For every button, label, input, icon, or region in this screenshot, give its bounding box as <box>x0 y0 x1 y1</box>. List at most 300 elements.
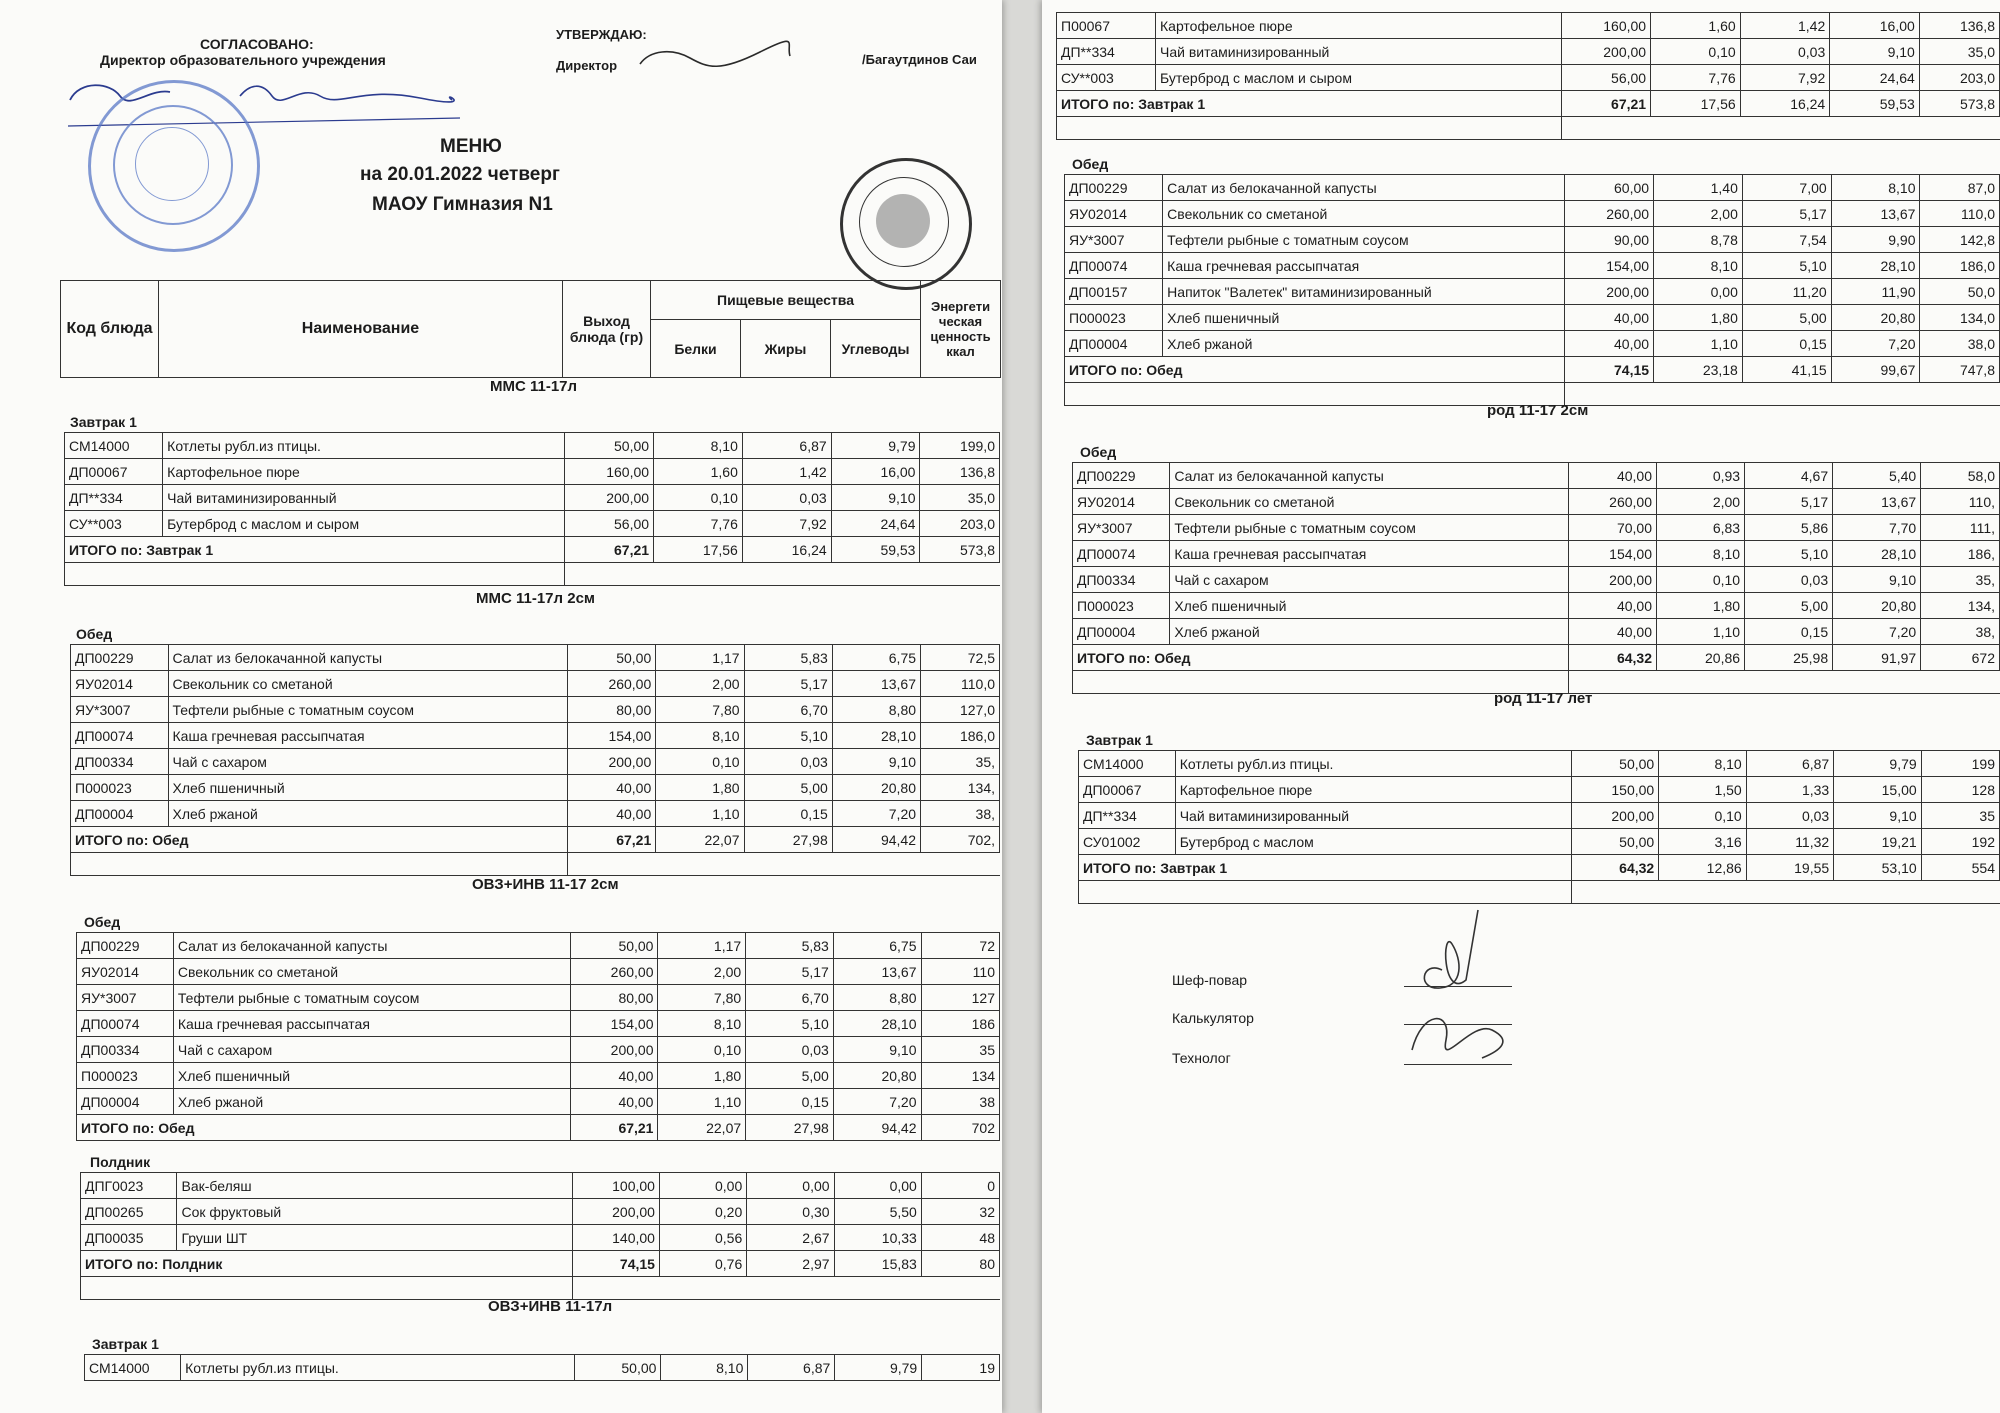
dish-output: 40,00 <box>1568 463 1656 489</box>
dish-protein: 0,00 <box>1654 279 1743 305</box>
dish-name: Бутерброд с маслом и сыром <box>1156 65 1562 91</box>
dish-fat: 5,10 <box>1745 541 1833 567</box>
dish-protein: 1,10 <box>1657 619 1745 645</box>
dish-name: Котлеты рубл.из птицы. <box>1175 751 1571 777</box>
dish-code: ДП00067 <box>1079 777 1176 803</box>
col-carbs: Углеводы <box>831 320 921 378</box>
dish-code: ДП00334 <box>1073 567 1170 593</box>
dish-code: ЯУ*3007 <box>1073 515 1170 541</box>
table-row <box>77 1037 1000 1063</box>
table-row <box>1073 593 2000 619</box>
dish-energy: 38, <box>1921 619 2000 645</box>
dish-carbs: 7,20 <box>1833 619 1921 645</box>
dish-name: Свекольник со сметаной <box>168 671 567 697</box>
dish-name: Картофельное пюре <box>1175 777 1571 803</box>
table-row <box>81 1199 1000 1225</box>
dish-carbs: 13,67 <box>1831 201 1920 227</box>
dish-fat: 0,03 <box>742 485 831 511</box>
dish-protein: 8,10 <box>656 723 744 749</box>
dish-fat: 5,00 <box>1742 305 1831 331</box>
total-protein: 17,56 <box>654 537 743 563</box>
dish-fat: 0,03 <box>1740 39 1830 65</box>
dish-energy: 127 <box>921 985 1000 1011</box>
dish-energy: 186, <box>1921 541 2000 567</box>
table-row <box>1065 305 2000 331</box>
dish-output: 40,00 <box>1565 331 1654 357</box>
dish-energy: 38 <box>921 1089 1000 1115</box>
dish-energy: 72,5 <box>921 645 1000 671</box>
total-row <box>77 1115 1000 1141</box>
dish-name: Хлеб ржаной <box>168 801 567 827</box>
total-energy: 702 <box>921 1115 1000 1141</box>
dish-name: Чай витаминизированный <box>163 485 565 511</box>
table-row <box>77 1089 1000 1115</box>
blank-row <box>65 563 1000 586</box>
dish-carbs: 6,75 <box>832 645 920 671</box>
dish-output: 50,00 <box>568 645 656 671</box>
dish-protein: 0,10 <box>656 749 744 775</box>
dish-output: 50,00 <box>570 933 658 959</box>
meal-title: Полдник <box>90 1154 151 1170</box>
dish-code: ЯУ*3007 <box>71 697 169 723</box>
dish-code: ДП00004 <box>1065 331 1163 357</box>
dish-fat: 6,87 <box>748 1355 835 1381</box>
dish-code: ЯУ02014 <box>77 959 174 985</box>
total-protein: 23,18 <box>1654 357 1743 383</box>
dish-energy: 199 <box>1921 751 1999 777</box>
dish-carbs: 7,20 <box>833 1089 921 1115</box>
dish-output: 60,00 <box>1565 175 1654 201</box>
total-carbs: 94,42 <box>833 1115 921 1141</box>
dish-protein: 1,80 <box>658 1063 746 1089</box>
menu-table <box>70 644 1000 876</box>
total-label: ИТОГО по: Завтрак 1 <box>65 537 565 563</box>
dish-fat: 0,15 <box>746 1089 834 1115</box>
dish-carbs: 28,10 <box>1831 253 1920 279</box>
dish-fat: 1,42 <box>1740 13 1830 39</box>
table-row <box>65 485 1000 511</box>
signature-marks <box>1382 900 1542 1080</box>
section-title: ММС 11-17л <box>490 378 578 395</box>
col-energy: Энергети ческая ценность ккал <box>921 281 1001 378</box>
dish-fat: 11,20 <box>1742 279 1831 305</box>
dish-carbs: 9,79 <box>1834 751 1921 777</box>
dish-fat: 11,32 <box>1746 829 1833 855</box>
dish-output: 56,00 <box>565 511 654 537</box>
total-output: 67,21 <box>568 827 656 853</box>
menu-table <box>76 932 1000 1141</box>
table-row <box>77 933 1000 959</box>
menu-table <box>1078 750 2000 904</box>
total-fat: 16,24 <box>742 537 831 563</box>
dish-energy: 186,0 <box>921 723 1000 749</box>
school-name: МАОУ Гимназия N1 <box>372 194 553 215</box>
official-seal <box>840 158 972 290</box>
dish-protein: 1,60 <box>1651 13 1741 39</box>
dish-protein: 0,93 <box>1657 463 1745 489</box>
dish-output: 150,00 <box>1571 777 1658 803</box>
col-name: Наименование <box>159 281 563 378</box>
menu-table <box>80 1172 1000 1300</box>
total-row <box>65 537 1000 563</box>
dish-name: Салат из белокачанной капусты <box>1170 463 1569 489</box>
dish-carbs: 20,80 <box>1831 305 1920 331</box>
meal-title: Обед <box>84 914 121 930</box>
dish-carbs: 9,10 <box>832 749 920 775</box>
dish-protein: 2,00 <box>1657 489 1745 515</box>
total-fat: 2,97 <box>747 1251 834 1277</box>
table-row <box>71 697 1000 723</box>
dish-protein: 0,56 <box>659 1225 746 1251</box>
dish-carbs: 9,10 <box>831 485 920 511</box>
dish-output: 154,00 <box>1568 541 1656 567</box>
total-label: ИТОГО по: Полдник <box>81 1251 573 1277</box>
dish-energy: 134, <box>1921 593 2000 619</box>
total-protein: 0,76 <box>659 1251 746 1277</box>
dish-name: Хлеб пшеничный <box>173 1063 570 1089</box>
section-title: ОВЗ+ИНВ 11-17 2см <box>472 876 619 893</box>
dish-carbs: 28,10 <box>1833 541 1921 567</box>
table-row <box>1073 489 2000 515</box>
dish-code: ДП**334 <box>1079 803 1176 829</box>
menu-table <box>64 432 1000 586</box>
dish-fat: 5,10 <box>744 723 832 749</box>
total-fat: 27,98 <box>744 827 832 853</box>
dish-name: Салат из белокачанной капусты <box>173 933 570 959</box>
dish-carbs: 28,10 <box>833 1011 921 1037</box>
dish-energy: 111, <box>1921 515 2000 541</box>
menu-page-right <box>1042 0 2000 1413</box>
total-carbs: 94,42 <box>832 827 920 853</box>
meal-title: Обед <box>1080 444 1117 460</box>
dish-code: ДП00074 <box>71 723 169 749</box>
meal-title: Обед <box>76 626 113 642</box>
dish-output: 260,00 <box>570 959 658 985</box>
dish-output: 200,00 <box>1571 803 1658 829</box>
dish-protein: 1,50 <box>1659 777 1746 803</box>
menu-table <box>1064 174 2000 406</box>
table-row <box>1065 227 2000 253</box>
dish-energy: 203,0 <box>920 511 1000 537</box>
dish-output: 200,00 <box>572 1199 659 1225</box>
dish-fat: 5,83 <box>746 933 834 959</box>
table-row <box>71 723 1000 749</box>
dish-name: Каша гречневая рассыпчатая <box>173 1011 570 1037</box>
dish-fat: 6,70 <box>746 985 834 1011</box>
section-title: род 11-17 2см <box>1487 402 1589 419</box>
dish-fat: 1,42 <box>742 459 831 485</box>
dish-carbs: 9,10 <box>833 1037 921 1063</box>
dish-code: П000023 <box>77 1063 174 1089</box>
dish-fat: 0,30 <box>747 1199 834 1225</box>
sign-chef: Шеф-повар <box>1172 972 1248 988</box>
dish-code: ЯУ02014 <box>1073 489 1170 515</box>
dish-name: Хлеб пшеничный <box>1170 593 1569 619</box>
dish-protein: 7,80 <box>656 697 744 723</box>
dish-name: Хлеб пшеничный <box>1163 305 1565 331</box>
dish-protein: 7,76 <box>1651 65 1741 91</box>
dish-output: 200,00 <box>568 749 656 775</box>
dish-carbs: 7,20 <box>832 801 920 827</box>
table-row <box>65 433 1000 459</box>
dish-name: Салат из белокачанной капусты <box>1163 175 1565 201</box>
table-row <box>1079 803 2000 829</box>
section-title: ММС 11-17л 2см <box>476 590 596 607</box>
dish-fat: 5,83 <box>744 645 832 671</box>
table-row <box>1065 201 2000 227</box>
dish-fat: 7,92 <box>742 511 831 537</box>
approve-name: /Багаутдинов Саи <box>862 52 977 67</box>
total-output: 74,15 <box>572 1251 659 1277</box>
meal-title: Обед <box>1072 156 1109 172</box>
section-title: ОВЗ+ИНВ 11-17л <box>488 1298 613 1315</box>
dish-output: 260,00 <box>1568 489 1656 515</box>
dish-output: 260,00 <box>1565 201 1654 227</box>
dish-protein: 2,00 <box>1654 201 1743 227</box>
dish-code: ДП00229 <box>71 645 169 671</box>
menu-date: на 20.01.2022 четверг <box>360 164 560 185</box>
dish-code: СМ14000 <box>85 1355 181 1381</box>
dish-carbs: 5,50 <box>834 1199 921 1225</box>
total-protein: 17,56 <box>1651 91 1741 117</box>
total-output: 67,21 <box>570 1115 658 1141</box>
dish-fat: 5,17 <box>1742 201 1831 227</box>
dish-output: 154,00 <box>568 723 656 749</box>
dish-code: ДП**334 <box>65 485 163 511</box>
dish-output: 160,00 <box>1561 13 1651 39</box>
dish-code: ЯУ*3007 <box>77 985 174 1011</box>
dish-protein: 0,10 <box>658 1037 746 1063</box>
total-fat: 25,98 <box>1745 645 1833 671</box>
dish-energy: 127,0 <box>921 697 1000 723</box>
table-row <box>81 1173 1000 1199</box>
menu-table <box>84 1354 1000 1381</box>
dish-energy: 38, <box>921 801 1000 827</box>
dish-output: 80,00 <box>570 985 658 1011</box>
dish-energy: 87,0 <box>1920 175 2000 201</box>
dish-name: Чай с сахаром <box>1170 567 1569 593</box>
dish-protein: 8,10 <box>1657 541 1745 567</box>
table-row <box>71 749 1000 775</box>
dish-carbs: 19,21 <box>1834 829 1921 855</box>
dish-output: 40,00 <box>570 1089 658 1115</box>
total-label: ИТОГО по: Обед <box>1065 357 1565 383</box>
table-row <box>1065 253 2000 279</box>
dish-code: ДП00074 <box>1065 253 1163 279</box>
dish-name: Котлеты рубл.из птицы. <box>163 433 565 459</box>
dish-code: ДП00067 <box>65 459 163 485</box>
total-fat: 27,98 <box>746 1115 834 1141</box>
dish-output: 50,00 <box>1571 751 1658 777</box>
dish-code: СУ**003 <box>65 511 163 537</box>
dish-protein: 7,80 <box>658 985 746 1011</box>
dish-fat: 0,15 <box>1745 619 1833 645</box>
dish-energy: 199,0 <box>920 433 1000 459</box>
dish-code: СУ01002 <box>1079 829 1176 855</box>
dish-fat: 0,15 <box>1742 331 1831 357</box>
menu-header-table <box>60 280 1001 378</box>
dish-fat: 7,54 <box>1742 227 1831 253</box>
total-energy: 80 <box>921 1251 999 1277</box>
total-carbs: 53,10 <box>1834 855 1921 881</box>
dish-carbs: 7,70 <box>1833 515 1921 541</box>
dish-fat: 0,03 <box>746 1037 834 1063</box>
dish-name: Тефтели рыбные с томатным соусом <box>1170 515 1569 541</box>
dish-output: 40,00 <box>570 1063 658 1089</box>
dish-code: ДПГ0023 <box>81 1173 177 1199</box>
total-label: ИТОГО по: Завтрак 1 <box>1079 855 1572 881</box>
dish-protein: 8,10 <box>661 1355 748 1381</box>
dish-fat: 5,10 <box>1742 253 1831 279</box>
dish-energy: 58,0 <box>1921 463 2000 489</box>
total-fat: 19,55 <box>1746 855 1833 881</box>
dish-carbs: 9,10 <box>1830 39 1920 65</box>
table-row <box>1057 65 2000 91</box>
dish-output: 40,00 <box>1565 305 1654 331</box>
table-row <box>1065 279 2000 305</box>
dish-fat: 6,87 <box>1746 751 1833 777</box>
blank-row <box>1057 117 2000 140</box>
dish-name: Чай витаминизированный <box>1156 39 1562 65</box>
dish-name: Сок фруктовый <box>177 1199 572 1225</box>
total-output: 67,21 <box>565 537 654 563</box>
dish-name: Чай витаминизированный <box>1175 803 1571 829</box>
total-energy: 554 <box>1921 855 1999 881</box>
dish-code: ЯУ02014 <box>71 671 169 697</box>
dish-fat: 6,87 <box>742 433 831 459</box>
table-row <box>77 985 1000 1011</box>
dish-energy: 0 <box>921 1173 999 1199</box>
dish-name: Хлеб ржаной <box>1170 619 1569 645</box>
total-carbs: 99,67 <box>1831 357 1920 383</box>
dish-fat: 0,03 <box>1745 567 1833 593</box>
dish-fat: 6,70 <box>744 697 832 723</box>
table-row <box>77 1063 1000 1089</box>
dish-energy: 110,0 <box>921 671 1000 697</box>
dish-energy: 186,0 <box>1920 253 2000 279</box>
menu-table <box>1072 462 2000 694</box>
dish-fat: 0,00 <box>747 1173 834 1199</box>
dish-protein: 8,10 <box>1659 751 1746 777</box>
dish-output: 40,00 <box>568 775 656 801</box>
dish-protein: 2,00 <box>656 671 744 697</box>
total-row <box>1065 357 2000 383</box>
dish-carbs: 16,00 <box>1830 13 1920 39</box>
school-stamp <box>88 80 260 252</box>
dish-code: СУ**003 <box>1057 65 1156 91</box>
dish-protein: 0,10 <box>1651 39 1741 65</box>
total-protein: 22,07 <box>656 827 744 853</box>
total-energy: 573,8 <box>1919 91 1999 117</box>
table-row <box>1073 463 2000 489</box>
table-row <box>1073 515 2000 541</box>
dish-code: ЯУ02014 <box>1065 201 1163 227</box>
col-protein: Белки <box>651 320 741 378</box>
dish-name: Тефтели рыбные с томатным соусом <box>168 697 567 723</box>
dish-carbs: 9,10 <box>1834 803 1921 829</box>
meal-title: Завтрак 1 <box>1086 732 1153 748</box>
total-energy: 702, <box>921 827 1000 853</box>
dish-energy: 136,8 <box>920 459 1000 485</box>
dish-name: Чай с сахаром <box>168 749 567 775</box>
menu-title: МЕНЮ <box>440 136 502 157</box>
table-row <box>1065 175 2000 201</box>
col-fat: Жиры <box>741 320 831 378</box>
dish-name: Каша гречневая рассыпчатая <box>1170 541 1569 567</box>
table-row <box>1073 619 2000 645</box>
menu-table <box>1056 12 2000 140</box>
table-row <box>1079 829 2000 855</box>
table-row <box>71 671 1000 697</box>
approve-title: УТВЕРЖДАЮ: <box>556 27 647 42</box>
dish-energy: 35, <box>1921 567 2000 593</box>
table-row <box>1065 331 2000 357</box>
dish-output: 200,00 <box>1568 567 1656 593</box>
table-row <box>1057 13 2000 39</box>
dish-energy: 203,0 <box>1919 65 1999 91</box>
dish-name: Каша гречневая рассыпчатая <box>168 723 567 749</box>
dish-protein: 0,10 <box>654 485 743 511</box>
dish-protein: 6,83 <box>1657 515 1745 541</box>
total-protein: 12,86 <box>1659 855 1746 881</box>
total-row <box>1073 645 2000 671</box>
total-row <box>81 1251 1000 1277</box>
table-row <box>77 1011 1000 1037</box>
dish-protein: 1,17 <box>658 933 746 959</box>
dish-energy: 110,0 <box>1920 201 2000 227</box>
dish-code: ДП00265 <box>81 1199 177 1225</box>
dish-carbs: 20,80 <box>1833 593 1921 619</box>
dish-code: ДП00229 <box>1065 175 1163 201</box>
dish-fat: 5,17 <box>1745 489 1833 515</box>
dish-protein: 1,10 <box>1654 331 1743 357</box>
dish-fat: 5,86 <box>1745 515 1833 541</box>
dish-carbs: 9,90 <box>1831 227 1920 253</box>
agreed-role: Директор образовательного учреждения <box>100 52 386 68</box>
dish-output: 160,00 <box>565 459 654 485</box>
dish-carbs: 9,79 <box>831 433 920 459</box>
dish-name: Хлеб ржаной <box>1163 331 1565 357</box>
dish-code: ДП00004 <box>1073 619 1170 645</box>
dish-output: 200,00 <box>1565 279 1654 305</box>
dish-code: ДП00074 <box>77 1011 174 1037</box>
total-row <box>71 827 1000 853</box>
dish-name: Хлеб пшеничный <box>168 775 567 801</box>
sign-technologist: Технолог <box>1172 1050 1231 1066</box>
dish-protein: 1,40 <box>1654 175 1743 201</box>
dish-carbs: 13,67 <box>1833 489 1921 515</box>
dish-output: 50,00 <box>565 433 654 459</box>
dish-carbs: 0,00 <box>834 1173 921 1199</box>
dish-carbs: 5,40 <box>1833 463 1921 489</box>
dish-fat: 5,00 <box>1745 593 1833 619</box>
blank-row <box>81 1277 1000 1300</box>
dish-protein: 1,80 <box>1654 305 1743 331</box>
dish-carbs: 20,80 <box>833 1063 921 1089</box>
table-row <box>71 801 1000 827</box>
col-nutrients: Пищевые вещества <box>651 281 921 320</box>
dish-carbs: 16,00 <box>831 459 920 485</box>
total-fat: 41,15 <box>1742 357 1831 383</box>
dish-code: ЯУ*3007 <box>1065 227 1163 253</box>
dish-energy: 38,0 <box>1920 331 2000 357</box>
dish-name: Тефтели рыбные с томатным соусом <box>1163 227 1565 253</box>
dish-fat: 0,03 <box>744 749 832 775</box>
total-carbs: 59,53 <box>1830 91 1920 117</box>
dish-output: 56,00 <box>1561 65 1651 91</box>
dish-name: Чай с сахаром <box>173 1037 570 1063</box>
dish-protein: 3,16 <box>1659 829 1746 855</box>
